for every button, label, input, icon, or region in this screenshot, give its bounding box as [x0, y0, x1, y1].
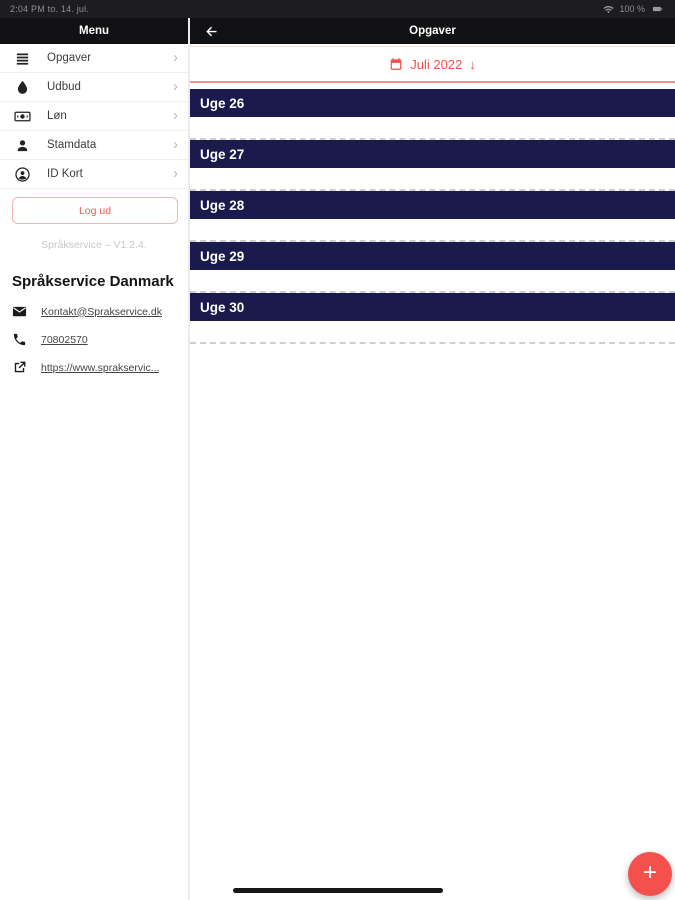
- phone-icon: [12, 332, 27, 347]
- calendar-icon: [389, 57, 403, 71]
- month-selector[interactable]: [190, 46, 675, 83]
- id-card-icon: [14, 166, 31, 183]
- week-item: [190, 293, 675, 344]
- money-icon: [14, 108, 31, 125]
- sidebar-item-lon[interactable]: [0, 102, 188, 131]
- mail-icon: [12, 304, 27, 319]
- external-link-icon: [12, 360, 27, 375]
- week-bar-uge-29[interactable]: Uge 29: [190, 242, 675, 270]
- back-arrow-icon: [204, 24, 219, 39]
- sidebar-item-label: Stamdata: [47, 139, 97, 151]
- phone-link[interactable]: 70802570: [41, 333, 88, 346]
- page-title: Opgaver: [409, 25, 456, 37]
- arrow-down-icon: ↓: [469, 56, 476, 72]
- website-link[interactable]: https://www.sprakservic...: [41, 361, 160, 374]
- sidebar-item-label: Løn: [47, 110, 67, 122]
- week-list: [190, 89, 675, 344]
- sidebar-item-udbud[interactable]: [0, 73, 188, 102]
- email-link[interactable]: Kontakt@Sprakservice.dk: [41, 305, 162, 318]
- sidebar-item-id-kort[interactable]: [0, 160, 188, 189]
- menu-list: [0, 44, 188, 189]
- drop-icon: [14, 79, 31, 96]
- sidebar-item-label: Udbud: [47, 81, 81, 93]
- contact-website-row[interactable]: [12, 360, 176, 375]
- back-button[interactable]: [198, 18, 224, 44]
- sidebar-item-stamdata[interactable]: [0, 131, 188, 160]
- week-bar-uge-27[interactable]: Uge 27: [190, 140, 675, 168]
- app-version: Språkservice – V1.2.4.: [41, 239, 147, 251]
- chevron-right-icon: ›: [173, 77, 178, 95]
- company-info: [0, 251, 188, 375]
- main-header: [190, 18, 675, 44]
- person-icon: [14, 137, 31, 154]
- contact-phone-row[interactable]: [12, 332, 176, 347]
- month-label: Juli 2022: [410, 56, 463, 72]
- company-name: Språkservice Danmark: [12, 273, 174, 290]
- chevron-right-icon: ›: [173, 164, 178, 182]
- status-bar: [0, 0, 675, 18]
- contact-email-row[interactable]: [12, 304, 176, 319]
- battery-percent: 100 %: [619, 4, 645, 14]
- chevron-right-icon: ›: [173, 135, 178, 153]
- home-indicator[interactable]: [233, 888, 443, 893]
- logout-button[interactable]: Log ud: [12, 197, 178, 224]
- week-bar-uge-26[interactable]: Uge 26: [190, 89, 675, 117]
- status-time-date: 2:04 PM to. 14. jul.: [10, 4, 90, 14]
- add-task-fab[interactable]: +: [628, 852, 672, 896]
- week-item: [190, 140, 675, 191]
- battery-icon: [650, 4, 665, 14]
- sidebar-item-label: ID Kort: [47, 168, 83, 180]
- week-item: [190, 242, 675, 293]
- week-bar-uge-28[interactable]: Uge 28: [190, 191, 675, 219]
- chevron-right-icon: ›: [173, 106, 178, 124]
- sidebar-title: Menu: [0, 18, 188, 44]
- sidebar: [0, 18, 190, 900]
- chevron-right-icon: ›: [173, 48, 178, 66]
- wifi-icon: [603, 4, 614, 15]
- sidebar-item-opgaver[interactable]: [0, 44, 188, 73]
- sidebar-item-label: Opgaver: [47, 52, 92, 64]
- main-content: [190, 18, 675, 900]
- week-item: [190, 89, 675, 140]
- week-bar-uge-30[interactable]: Uge 30: [190, 293, 675, 321]
- list-icon: [14, 50, 31, 67]
- week-item: [190, 191, 675, 242]
